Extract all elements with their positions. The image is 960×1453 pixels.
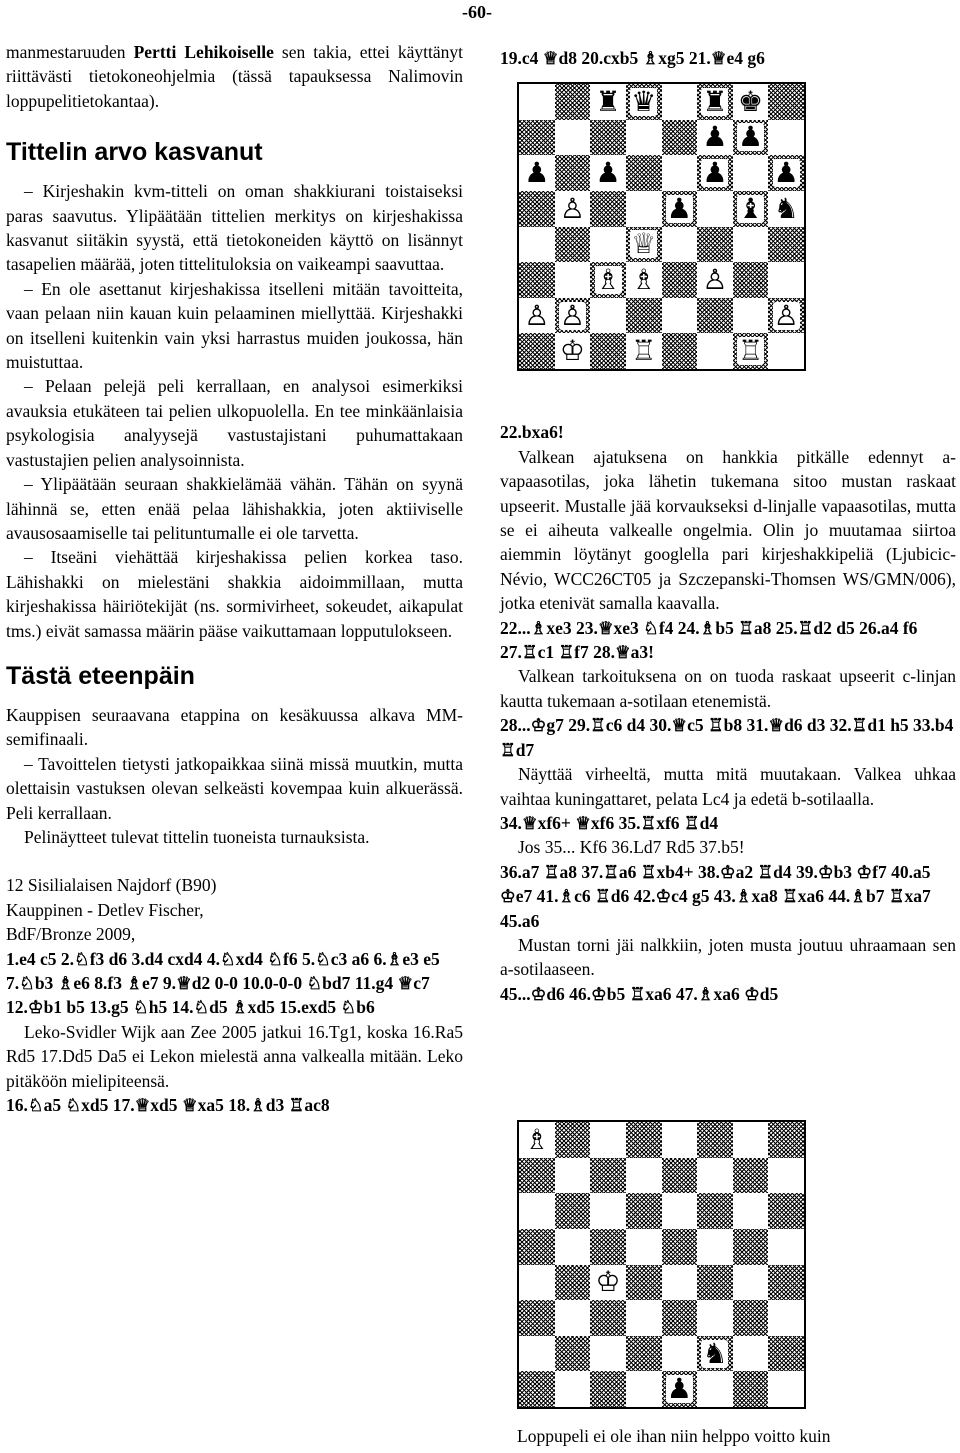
board-square (519, 1158, 555, 1194)
chess-piece-icon: ♙ (773, 298, 799, 332)
board-square (697, 298, 733, 334)
page-number: -60- (462, 2, 492, 22)
board-square (733, 1300, 769, 1336)
board-square (733, 1158, 769, 1194)
game-moves: 16.♘a5 ♘xd5 17.♕xd5 ♕xa5 18.♗d3 ♖ac8 (6, 1095, 330, 1116)
board-square (626, 333, 662, 369)
board-square (626, 298, 662, 334)
chess-diagram-1 (517, 82, 806, 371)
chess-piece-icon: ♛ (631, 84, 657, 118)
board-square (697, 262, 733, 298)
board-square (519, 262, 555, 298)
game-moves: 1.e4 c5 2.♘f3 d6 3.d4 cxd4 4.♘xd4 ♘f6 5.♘c3 a6 6.♗e3 e5 7.♘b3 ♗e6 8.f3 ♗e7 9.♕d2 0-0 10.0-0-0 ♘bd7 11.g4 ♕c7 12.♔b1 b5 13.g5 ♘h5 14.♘d5 ♗xd5 15.exd5 ♘b6 (6, 948, 440, 1018)
board-square (590, 120, 626, 156)
board-square (697, 1300, 733, 1336)
paragraph: – Tavoittelen tietysti jatkopaikkaa siinä missä muutkin, mutta olettaisin vastuksen olevan selkeästi kovempaa kuin alkuerässä. Peli kerrallaan. (6, 753, 463, 823)
board-square (662, 120, 698, 156)
board-square (519, 1229, 555, 1265)
board-square (662, 333, 698, 369)
board-square (626, 227, 662, 263)
board-square (519, 1122, 555, 1158)
board-square (697, 120, 733, 156)
game-moves: 34.♕xf6+ ♕xf6 35.♖xf6 ♖d4 (500, 812, 719, 833)
board-square (519, 333, 555, 369)
game-moves: 19.c4 ♕d8 20.cxb5 ♗xg5 21.♕e4 g6 (500, 48, 765, 68)
annotation: Valkean tarkoituksena on on tuoda raskaat upseerit c-linjan kautta tukemaan a-sotilaan etenemistä. (500, 666, 956, 711)
board-square (555, 227, 591, 263)
chess-piece-icon: ♞ (773, 191, 799, 225)
game-players: Kauppinen - Detlev Fischer, (6, 899, 204, 920)
board-square (626, 1158, 662, 1194)
board-square (733, 1193, 769, 1229)
board-square (555, 1193, 591, 1229)
board-square (733, 120, 769, 156)
board-square (768, 1265, 804, 1301)
board-square (555, 1122, 591, 1158)
board-square (697, 155, 733, 191)
board-square (590, 1300, 626, 1336)
board-square (733, 191, 769, 227)
board-square (555, 333, 591, 369)
chess-piece-icon: ♜ (595, 84, 621, 118)
board-square (626, 1371, 662, 1407)
chess-piece-icon: ♜ (702, 84, 728, 118)
section-heading: Tittelin arvo kasvanut (6, 138, 263, 167)
board-square (626, 1193, 662, 1229)
paragraph: Kauppisen seuraavana etappina on kesäkuussa alkava MM-semifinaali. (6, 704, 463, 750)
board-square (555, 262, 591, 298)
chess-piece-icon: ♗ (631, 262, 657, 296)
board-square (733, 262, 769, 298)
board-square (590, 298, 626, 334)
board-square (768, 155, 804, 191)
board-square (626, 1336, 662, 1372)
chess-piece-icon: ♙ (559, 191, 585, 225)
chess-piece-icon: ♟ (666, 1372, 692, 1406)
chess-piece-icon: ♙ (559, 298, 585, 332)
board-square (555, 84, 591, 120)
chess-piece-icon: ♙ (702, 262, 728, 296)
board-square (662, 1193, 698, 1229)
board-square (519, 1265, 555, 1301)
board-square (555, 1371, 591, 1407)
board-square (662, 1229, 698, 1265)
board-square (626, 1122, 662, 1158)
board-square (626, 155, 662, 191)
board-square (733, 333, 769, 369)
board-square (768, 333, 804, 369)
game-moves: 45...♔d6 46.♔b5 ♖xa6 47.♗xa6 ♔d5 (500, 983, 779, 1004)
board-square (697, 191, 733, 227)
board-square (590, 1265, 626, 1301)
board-square (697, 1371, 733, 1407)
annotation: Mustan torni jäi nalkkiin, joten musta joutuu uhraamaan sen a-sotilaaseen. (500, 934, 956, 980)
board-square (626, 84, 662, 120)
board-square (733, 155, 769, 191)
board-square (662, 1122, 698, 1158)
board-square (662, 262, 698, 298)
chess-piece-icon: ♔ (595, 1265, 621, 1299)
player-name: Pertti Lehikoiselle (133, 42, 274, 62)
board-square (768, 1193, 804, 1229)
board-square (519, 84, 555, 120)
board-square (590, 1229, 626, 1265)
board-square (733, 84, 769, 120)
board-square (733, 1371, 769, 1407)
board-square (662, 227, 698, 263)
annotation: Näyttää virheeltä, mutta mitä muutakaan. Valkea uhkaa vaihtaa kuningattaret, pelata Lc4 ja edetä b-sotilaalla. (500, 764, 956, 809)
chess-piece-icon: ♗ (595, 262, 621, 296)
game-title: 12 Sisilialaisen Najdorf (B90) (6, 875, 217, 896)
board-square (662, 155, 698, 191)
board-square (626, 120, 662, 156)
game-moves: 36.a7 ♖a8 37.♖a6 ♖xb4+ 38.♔a2 ♖d4 39.♔b3 ♔f7 40.a5 ♔e7 41.♗c6 ♖d6 42.♔c4 g5 43.♗xa8 ♖xa6 44.♗b7 ♖xa7 45.a6 (500, 861, 931, 931)
board-square (697, 1193, 733, 1229)
chess-piece-icon: ♙ (524, 298, 550, 332)
board-square (768, 1336, 804, 1372)
left-column (6, 40, 463, 1117)
board-square (662, 298, 698, 334)
annotation: Leko-Svidler Wijk aan Zee 2005 jatkui 16.Tg1, koska 16.Ra5 Rd5 17.Dd5 Da5 ei Lekon mielestä anna valkealla mitään. Leko pitäköön mielipiteensä. (6, 1021, 463, 1091)
board-square (626, 1265, 662, 1301)
board-square (697, 1265, 733, 1301)
board-square (590, 84, 626, 120)
board-square (626, 1300, 662, 1336)
chess-piece-icon: ♟ (702, 120, 728, 154)
chess-piece-icon: ♟ (595, 156, 621, 190)
board-square (590, 1193, 626, 1229)
board-square (733, 298, 769, 334)
board-square (590, 1336, 626, 1372)
board-square (590, 333, 626, 369)
chess-piece-icon: ♟ (773, 156, 799, 190)
board-square (697, 227, 733, 263)
board-square (662, 84, 698, 120)
board-square (519, 298, 555, 334)
chess-piece-icon: ♞ (702, 1336, 728, 1370)
board-square (519, 120, 555, 156)
board-square (519, 155, 555, 191)
board-square (555, 1229, 591, 1265)
board-square (555, 1300, 591, 1336)
board-square (768, 1229, 804, 1265)
game-moves: 22...♗xe3 23.♕xe3 ♘f4 24.♗b5 ♖a8 25.♖d2 d5 26.a4 f6 27.♖c1 ♖f7 28.♕a3! (500, 617, 918, 663)
board-square (662, 1336, 698, 1372)
board-square (626, 262, 662, 298)
paragraph: – Ylipäätään seuraan shakkielämää vähän. Tähän on syynä lähinnä se, etten enää pelaa lähishakkia, joten aktiiviselle avausosaamiselle tai pelituntumalle ei ole tarvetta. (6, 474, 463, 543)
board-square (768, 227, 804, 263)
board-square (768, 262, 804, 298)
board-square (555, 1336, 591, 1372)
board-square (590, 155, 626, 191)
board-square (733, 1265, 769, 1301)
game-event: BdF/Bronze 2009, (6, 924, 136, 945)
board-square (768, 1300, 804, 1336)
board-square (733, 1122, 769, 1158)
annotation: Valkean ajatuksena on hankkia pitkälle edennyt a-vapaasotilas, joka lähetin tukemana sitoo mustan raskaat upseerit. Mustalle jää korvaukseksi d-linjalle vapaasotilas, mutta se ei aiheuta valkealle ongelmia. Olin jo muutamaa siirtoa aiemmin löytänyt googlella pari kirjeshakkipeliä (Ljubicic-Névio, WCC26CT05 ja Szczepanski-Thomsen WS/GMN/006), jotka etenivät samalla kaavalla. (500, 446, 956, 614)
board-square (519, 227, 555, 263)
board-square (662, 1158, 698, 1194)
board-square (662, 1265, 698, 1301)
board-square (626, 191, 662, 227)
board-square (768, 1371, 804, 1407)
paragraph: – Itseäni viehättää kirjeshakissa pelien korkea taso. Lähishakki on mielestäni shakkia aidoimmillaan, mutta kirjeshakissa häiriötekijät (ns. sormivirheet, sokeudet, aikapulat tms.) eivät samassa määrin pääse vaikuttamaan lopputulokseen. (6, 547, 463, 641)
board-square (768, 1122, 804, 1158)
paragraph: – Kirjeshakin kvm-titteli on oman shakkiurani toistaiseksi paras saavutus. Ylipäätään tittelien merkitys on kirjeshakissa kasvanut siitäkin syystä, että tietokoneiden käyttö on lisännyt tasapelien määrää, joten tittelituloksia on vaikeampi saavuttaa. (6, 181, 463, 275)
board-square (519, 1193, 555, 1229)
board-square (697, 1336, 733, 1372)
paragraph: Pelinäytteet tulevat tittelin tuoneista turnauksista. (24, 826, 370, 847)
board-square (697, 1122, 733, 1158)
board-square (662, 1300, 698, 1336)
paragraph: – En ole asettanut kirjeshakissa itselleni mitään tavoitteita, vaan pelaan niin kauan kuin pelaaminen miellyttää. Kirjeshakki on itselleni kuitenkin vain yksi harrastus muiden joukossa, hän muistuttaa. (6, 278, 463, 373)
intro-paragraph: manmestaruuden Pertti Lehikoiselle sen takia, ettei käyttänyt riittävästi tietokoneohjelmia (tässä tapauksessa Nalimovin loppupelitietokantaa). (6, 42, 463, 111)
board-square (733, 1336, 769, 1372)
board-square (590, 227, 626, 263)
board-square (697, 1229, 733, 1265)
chess-piece-icon: ♟ (702, 156, 728, 190)
board-square (768, 298, 804, 334)
board-square (733, 227, 769, 263)
chess-piece-icon: ♖ (738, 334, 764, 368)
board-square (697, 333, 733, 369)
chess-piece-icon: ♟ (738, 120, 764, 154)
board-square (555, 1265, 591, 1301)
board-square (519, 1336, 555, 1372)
chess-piece-icon: ♗ (524, 1122, 550, 1156)
section-heading: Tästä eteenpäin (6, 661, 195, 690)
board-square (662, 191, 698, 227)
caption-text: Loppupeli ei ole ihan niin helppo voitto kuin (517, 1426, 831, 1446)
board-square (590, 191, 626, 227)
chess-piece-icon: ♟ (666, 191, 692, 225)
board-square (697, 84, 733, 120)
chess-piece-icon: ♖ (631, 334, 657, 368)
board-square (555, 1158, 591, 1194)
paragraph: – Pelaan pelejä peli kerrallaan, en analysoi esimerkiksi avauksia etukäteen tai pelien ulkopuolella. En tee minkäänlaisia psykologisia analyysejä vastustajistani puhumattakaan vastustajien pelien analysoinnista. (6, 376, 463, 470)
board-square (519, 191, 555, 227)
board-square (519, 1300, 555, 1336)
chess-piece-icon: ♝ (738, 191, 764, 225)
board-square (697, 1158, 733, 1194)
board-square (555, 191, 591, 227)
board-square (768, 1158, 804, 1194)
chess-diagram-2 (517, 1120, 806, 1409)
board-square (662, 1371, 698, 1407)
annotation: Jos 35... Kf6 36.Ld7 Rd5 37.b5! (518, 837, 745, 858)
chess-piece-icon: ♟ (524, 156, 550, 190)
board-square (590, 262, 626, 298)
board-square (590, 1158, 626, 1194)
board-square (555, 298, 591, 334)
game-moves: 28...♔g7 29.♖c6 d4 30.♕c5 ♖b8 31.♕d6 d3 32.♖d1 h5 33.b4 ♖d7 (500, 715, 954, 760)
board-square (768, 191, 804, 227)
board-square (733, 1229, 769, 1265)
board-square (590, 1371, 626, 1407)
board-square (626, 1229, 662, 1265)
board-square (555, 155, 591, 191)
board-square (768, 84, 804, 120)
chess-piece-icon: ♕ (631, 227, 657, 261)
board-square (519, 1371, 555, 1407)
board-square (590, 1122, 626, 1158)
board-square (768, 120, 804, 156)
game-moves: 22.bxa6! (500, 422, 564, 443)
chess-piece-icon: ♔ (559, 334, 585, 368)
chess-piece-icon: ♚ (738, 84, 764, 118)
board-square (555, 120, 591, 156)
